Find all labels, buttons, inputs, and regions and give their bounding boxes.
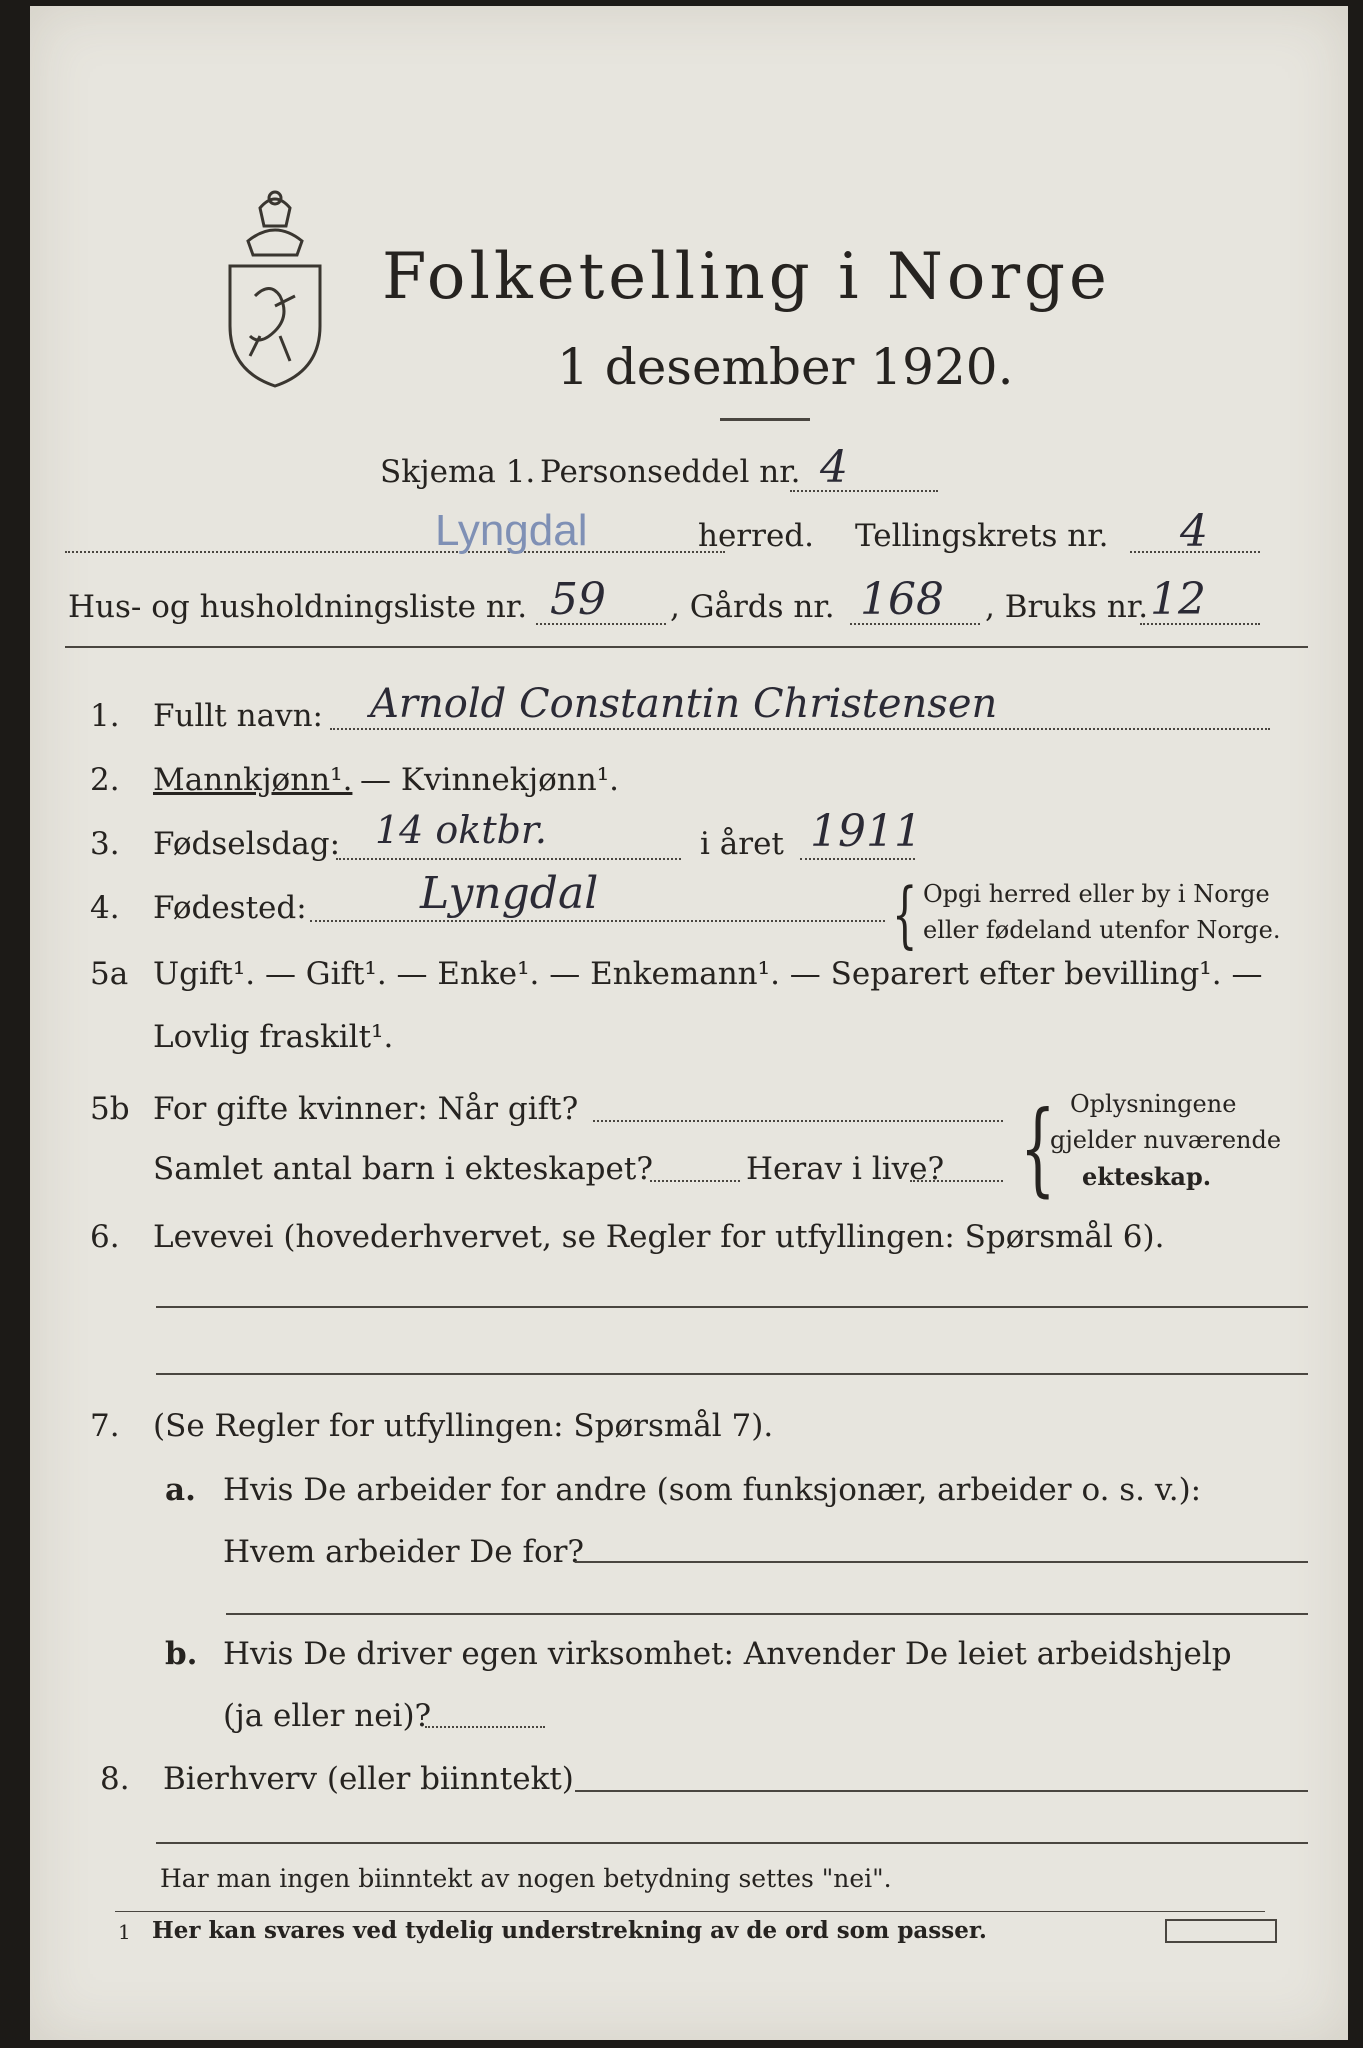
q8-answer-line-1[interactable]: [575, 1790, 1308, 1792]
form-title: Folketelling i Norge: [382, 240, 1111, 314]
personseddel-value[interactable]: 4: [820, 442, 848, 493]
footnote-text: Her kan svares ved tydelig understrekning av de ord som passer.: [152, 1917, 987, 1944]
q7b-answer-line[interactable]: [425, 1726, 545, 1728]
tellingskrets-label: Tellingskrets nr.: [855, 518, 1109, 554]
footnote-rule: [115, 1911, 1265, 1912]
q4-label: Fødested:: [153, 890, 307, 926]
q4-birthplace-value[interactable]: Lyngdal: [420, 868, 599, 919]
q3-label: Fødselsdag:: [153, 826, 341, 862]
q1-number: 1.: [90, 698, 120, 734]
q2-female-option[interactable]: — Kvinnekjønn¹.: [360, 762, 619, 798]
q1-full-name-value[interactable]: Arnold Constantin Christensen: [370, 681, 998, 727]
q4-number: 4.: [90, 890, 120, 926]
q1-label: Fullt navn:: [153, 698, 323, 734]
q7a-answer-line-1[interactable]: [575, 1561, 1308, 1563]
q5b-number: 5b: [90, 1091, 130, 1127]
q6-label: Levevei (hovederhvervet, se Regler for utfyllingen: Spørsmål 6).: [153, 1219, 1165, 1255]
title-divider: [720, 418, 810, 421]
footnote-number: 1: [118, 1920, 131, 1944]
tellingskrets-value[interactable]: 4: [1180, 506, 1208, 557]
q5b-married-label: For gifte kvinner: Når gift?: [153, 1091, 579, 1127]
hus-label: Hus- og husholdningsliste nr.: [68, 589, 528, 625]
q4-brace: {: [892, 874, 918, 957]
gards-value[interactable]: 168: [860, 574, 944, 625]
q2-male-option[interactable]: Mannkjønn¹.: [153, 762, 353, 798]
q3-birthday-value[interactable]: 14 oktbr.: [375, 808, 548, 852]
q5b-children-label: Samlet antal barn i ekteskapet?: [153, 1151, 653, 1187]
schema-label: Skjema 1.: [380, 454, 536, 490]
census-date: 1 desember 1920.: [557, 338, 1014, 396]
q7a-answer-line-2[interactable]: [226, 1613, 1308, 1615]
personseddel-label: Personseddel nr.: [540, 454, 801, 490]
q5b-note-line3: ekteskap.: [1082, 1162, 1212, 1191]
q7-label: (Se Regler for utfyllingen: Spørsmål 7).: [153, 1408, 774, 1444]
header-rule: [65, 646, 1308, 648]
gards-label: , Gårds nr.: [670, 589, 835, 625]
bruks-label: , Bruks nr.: [985, 589, 1149, 625]
q4-note-line2: eller fødeland utenfor Norge.: [923, 916, 1281, 944]
q5b-note-line1: Oplysningene: [1070, 1090, 1237, 1118]
hus-value[interactable]: 59: [550, 574, 606, 625]
q8-answer-line-2[interactable]: [156, 1842, 1308, 1844]
q7b-line2: (ja eller nei)?: [223, 1698, 432, 1734]
norway-coat-of-arms-icon: [220, 186, 330, 391]
q3-number: 3.: [90, 826, 120, 862]
q7a-letter: a.: [165, 1472, 196, 1508]
q5b-note-line2: gjelder nuværende: [1050, 1126, 1282, 1154]
q6-answer-line-1[interactable]: [156, 1306, 1308, 1308]
printer-mark: [1165, 1919, 1277, 1943]
q6-number: 6.: [90, 1219, 120, 1255]
q7b-line1: Hvis De driver egen virksomhet: Anvender De leiet arbeidshjelp: [223, 1636, 1232, 1672]
q5b-brace: {: [1020, 1091, 1056, 1208]
q7a-line1: Hvis De arbeider for andre (som funksjonær, arbeider o. s. v.):: [223, 1472, 1202, 1508]
q7a-line2: Hvem arbeider De for?: [223, 1534, 585, 1570]
q7b-letter: b.: [165, 1636, 198, 1672]
q5a-number: 5a: [90, 956, 129, 992]
q2-number: 2.: [90, 762, 120, 798]
q3-year-label: i året: [700, 826, 784, 862]
q6-answer-line-2[interactable]: [156, 1373, 1308, 1375]
herred-stamp[interactable]: Lyngdal: [435, 506, 588, 555]
q5a-divorced-option[interactable]: Lovlig fraskilt¹.: [153, 1019, 394, 1055]
bruks-value[interactable]: 12: [1150, 574, 1206, 625]
q5a-civil-status-options[interactable]: Ugift¹. — Gift¹. — Enke¹. — Enkemann¹. — Separert efter bevilling¹. —: [153, 956, 1263, 992]
q8-number: 8.: [100, 1761, 130, 1797]
q7-number: 7.: [90, 1408, 120, 1444]
q8-label: Bierhverv (eller biinntekt): [163, 1761, 574, 1797]
q3-year-value[interactable]: 1911: [810, 806, 922, 857]
q5b-alive-label: Herav i live?: [746, 1151, 945, 1187]
herred-label: herred.: [698, 518, 814, 554]
no-income-note: Har man ingen biinntekt av nogen betydning settes "nei".: [160, 1864, 892, 1893]
q4-note-line1: Opgi herred eller by i Norge: [923, 880, 1270, 908]
census-form-page: [30, 6, 1348, 2040]
